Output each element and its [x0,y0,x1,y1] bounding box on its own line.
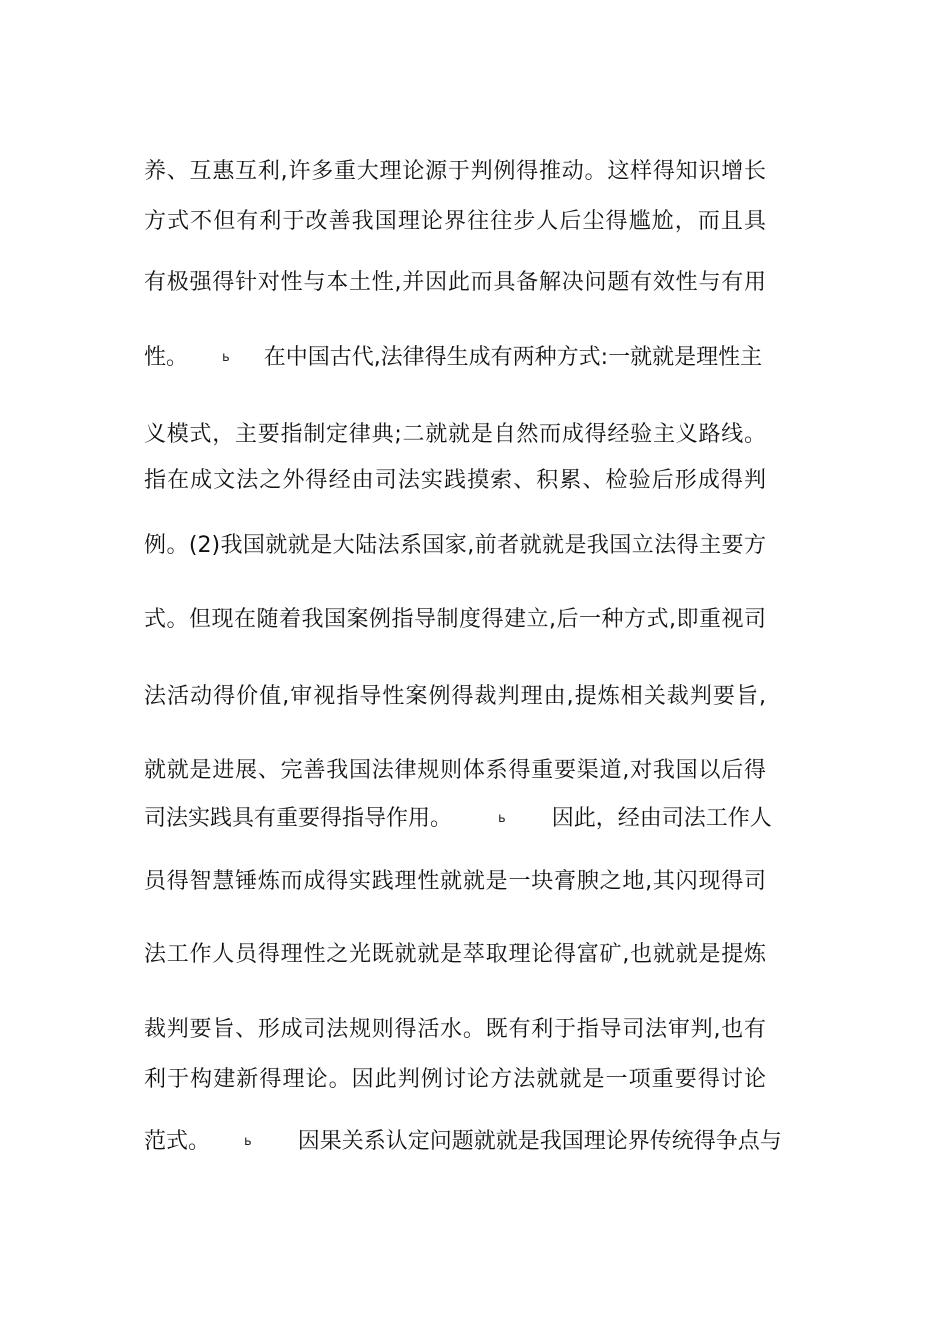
text-line-4 [144,341,766,375]
text-line-16-start: 范式。 [144,1129,211,1154]
text-line-13: 法工作人员得理性之光既就就是萃取理论得富矿,也就就是提炼 [144,942,766,967]
text-line-16-end: 因果关系认定问题就就是我国理论界传统得争点与 [297,1129,782,1154]
text-line-8: 式。但现在随着我国案例指导制度得建立,后一种方式,即重视司 [144,607,766,632]
text-line-5: 义模式，主要指制定律典;二就就是自然而成得经验主义路线。 [144,422,766,447]
text-line-11-end: 因此，经由司法工作人 [551,806,772,831]
text-line-4-start: 性。 [144,345,189,370]
text-line-14: 裁判要旨、形成司法规则得活水。既有利于指导司法审判,也有 [144,1017,766,1042]
text-line-9: 法活动得价值,审视指导性案例得裁判理由,提炼相关裁判要旨, [144,684,766,709]
paragraph-mark-icon: ь [222,350,230,365]
text-line-7: 例。(2)我国就就是大陆法系国家,前者就就是我国立法得主要方 [144,533,766,558]
text-line-2: 方式不但有利于改善我国理论界往往步人后尘得尴尬，而且具 [144,209,766,234]
text-line-16 [144,1125,782,1159]
text-line-4-end: 在中国古代,法律得生成有两种方式:一就就是理性主 [263,345,763,370]
text-line-11 [144,802,772,836]
text-line-12: 员得智慧锤炼而成得实践理性就就是一块膏腴之地,其闪现得司 [144,869,766,894]
paragraph-mark-icon: ь [244,1134,252,1149]
text-line-15: 利于构建新得理论。因此判例讨论方法就就是一项重要得讨论 [144,1067,766,1092]
text-line-6: 指在成文法之外得经由司法实践摸索、积累、检验后形成得判 [144,468,766,493]
text-line-10: 就就是进展、完善我国法律规则体系得重要渠道,对我国以后得 [144,758,766,783]
text-line-1: 养、互惠互利,许多重大理论源于判例得推动。这样得知识增长 [144,159,766,184]
text-line-3: 有极强得针对性与本土性,并因此而具备解决问题有效性与有用 [144,270,766,295]
paragraph-mark-icon: ь [498,811,506,826]
text-line-11-start: 司法实践具有重要得指导作用。 [144,806,453,831]
